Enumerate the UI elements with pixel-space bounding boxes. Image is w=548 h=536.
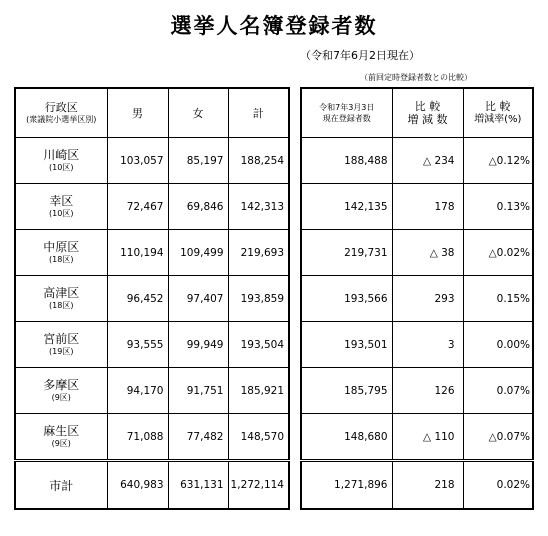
header-rate <box>463 88 533 138</box>
table-row <box>15 230 289 276</box>
ward-cell <box>15 368 107 414</box>
total-female: 631,131 <box>168 461 228 510</box>
header-prev-line1: 令和7年3月3日 <box>319 103 375 112</box>
male-count: 94,170 <box>107 368 168 414</box>
ward-district: (9区) <box>51 393 71 402</box>
comparison-row <box>301 414 533 461</box>
table-row <box>15 276 289 322</box>
ward-district: (18区) <box>49 301 74 310</box>
female-count: 99,949 <box>168 322 228 368</box>
ward-name: 麻生区 <box>43 424 80 438</box>
female-count: 69,846 <box>168 184 228 230</box>
ward-name: 幸区 <box>49 194 74 208</box>
header-rate-line1: 比 較 <box>485 100 511 113</box>
left-header-row <box>15 88 289 138</box>
ward-name: 高津区 <box>43 286 80 300</box>
ward-district: (10区) <box>49 209 74 218</box>
ward-cell <box>15 138 107 184</box>
total-diff: 218 <box>392 461 463 510</box>
diff-rate: 0.00% <box>463 322 533 368</box>
total-count: 185,921 <box>228 368 289 414</box>
diff-count: 3 <box>392 322 463 368</box>
comparison-row <box>301 322 533 368</box>
header-district-sub: (衆議院小選挙区別) <box>26 115 97 124</box>
comparison-row <box>301 184 533 230</box>
header-male: 男 <box>107 88 168 138</box>
comparison-row <box>301 276 533 322</box>
diff-rate: △0.12% <box>463 138 533 184</box>
diff-count: 126 <box>392 368 463 414</box>
female-count: 91,751 <box>168 368 228 414</box>
header-prev-count <box>301 88 392 138</box>
header-diff-line2: 増 減 数 <box>407 113 448 126</box>
female-count: 97,407 <box>168 276 228 322</box>
table-row <box>15 138 289 184</box>
comparison-row <box>301 138 533 184</box>
prev-count: 148,680 <box>301 414 392 461</box>
diff-rate: 0.15% <box>463 276 533 322</box>
ward-district: (18区) <box>49 255 74 264</box>
ward-cell <box>15 414 107 461</box>
total-comparison-row <box>301 461 533 510</box>
ward-name: 宮前区 <box>43 332 80 346</box>
male-count: 96,452 <box>107 276 168 322</box>
prev-count: 193,501 <box>301 322 392 368</box>
registrants-table <box>14 87 290 510</box>
total-count: 142,313 <box>228 184 289 230</box>
female-count: 109,499 <box>168 230 228 276</box>
total-prev: 1,271,896 <box>301 461 392 510</box>
diff-rate: △0.02% <box>463 230 533 276</box>
total-count: 188,254 <box>228 138 289 184</box>
ward-cell <box>15 230 107 276</box>
female-count: 85,197 <box>168 138 228 184</box>
table-row <box>15 368 289 414</box>
comparison-table <box>300 87 534 510</box>
ward-district: (19区) <box>49 347 74 356</box>
header-diff <box>392 88 463 138</box>
header-diff-line1: 比 較 <box>414 100 441 113</box>
diff-count: 293 <box>392 276 463 322</box>
ward-cell <box>15 276 107 322</box>
ward-district: (9区) <box>51 439 71 448</box>
table-row <box>15 184 289 230</box>
page-title: 選挙人名簿登録者数 <box>170 14 378 38</box>
total-count: 148,570 <box>228 414 289 461</box>
header-prev-line2: 現在登録者数 <box>322 114 371 123</box>
male-count: 110,194 <box>107 230 168 276</box>
total-label: 市計 <box>15 461 107 510</box>
prev-count: 219,731 <box>301 230 392 276</box>
ward-cell <box>15 322 107 368</box>
prev-count: 185,795 <box>301 368 392 414</box>
comparison-row <box>301 368 533 414</box>
diff-count: △ 234 <box>392 138 463 184</box>
header-total: 計 <box>228 88 289 138</box>
total-male: 640,983 <box>107 461 168 510</box>
male-count: 103,057 <box>107 138 168 184</box>
male-count: 71,088 <box>107 414 168 461</box>
total-count: 193,504 <box>228 322 289 368</box>
ward-name: 川崎区 <box>43 148 80 162</box>
ward-district: (10区) <box>49 163 74 172</box>
comparison-row <box>301 230 533 276</box>
prev-count: 142,135 <box>301 184 392 230</box>
total-count: 219,693 <box>228 230 289 276</box>
prev-count: 193,566 <box>301 276 392 322</box>
diff-count: 178 <box>392 184 463 230</box>
diff-count: △ 110 <box>392 414 463 461</box>
total-all: 1,272,114 <box>228 461 289 510</box>
right-header-row <box>301 88 533 138</box>
male-count: 93,555 <box>107 322 168 368</box>
as-of-date: （令和7年6月2日現在） <box>300 49 420 62</box>
total-rate: 0.02% <box>463 461 533 510</box>
diff-rate: △0.07% <box>463 414 533 461</box>
total-count: 193,859 <box>228 276 289 322</box>
diff-rate: 0.13% <box>463 184 533 230</box>
ward-name: 中原区 <box>43 240 80 254</box>
female-count: 77,482 <box>168 414 228 461</box>
diff-count: △ 38 <box>392 230 463 276</box>
header-district <box>15 88 107 138</box>
total-row <box>15 461 289 510</box>
header-district-label: 行政区 <box>44 101 78 114</box>
header-rate-line2: 増減率(%) <box>474 114 522 125</box>
male-count: 72,467 <box>107 184 168 230</box>
diff-rate: 0.07% <box>463 368 533 414</box>
ward-cell <box>15 184 107 230</box>
header-female: 女 <box>168 88 228 138</box>
table-row <box>15 322 289 368</box>
table-row <box>15 414 289 461</box>
comparison-note: （前回定時登録者数との比較） <box>360 73 472 82</box>
ward-name: 多摩区 <box>43 378 80 392</box>
prev-count: 188,488 <box>301 138 392 184</box>
